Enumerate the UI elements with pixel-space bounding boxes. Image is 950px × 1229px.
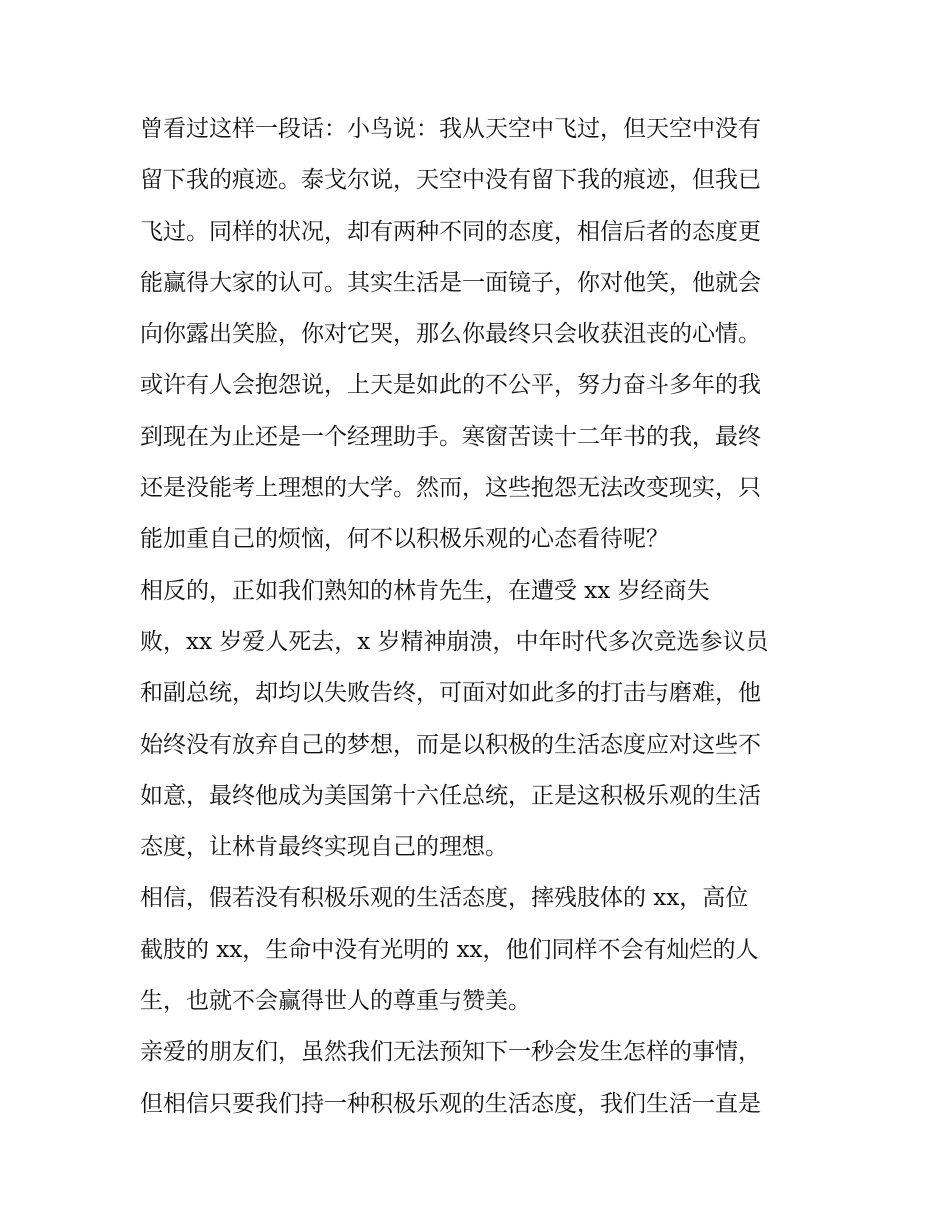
text-line: 但相信只要我们持一种积极乐观的生活态度，我们生活一直是 <box>140 1090 761 1117</box>
text-line: 相信，假若没有积极乐观的生活态度，摔残肢体的 xx，高位 <box>140 885 749 912</box>
text-line: 如意，最终他成为美国第十六任总统，正是这积极乐观的生活 <box>140 782 761 809</box>
text-line: 能赢得大家的认可。其实生活是一面镜子，你对他笑，他就会 <box>140 269 761 296</box>
text-line: 留下我的痕迹。泰戈尔说，天空中没有留下我的痕迹，但我已 <box>140 167 761 194</box>
text-line: 相反的，正如我们熟知的林肯先生，在遭受 xx 岁经商失 <box>140 577 710 604</box>
text-line: 还是没能考上理想的大学。然而，这些抱怨无法改变现实，只 <box>140 475 761 502</box>
text-line: 和副总统，却均以失败告终，可面对如此多的打击与磨难，他 <box>140 680 761 707</box>
text-line: 向你露出笑脸，你对它哭，那么你最终只会收获沮丧的心情。 <box>140 321 761 348</box>
text-line: 到现在为止还是一个经理助手。寒窗苦读十二年书的我，最终 <box>140 423 761 450</box>
text-line: 或许有人会抱怨说，上天是如此的不公平，努力奋斗多年的我 <box>140 372 761 399</box>
body-text <box>140 104 820 1130</box>
text-line: 截肢的 xx，生命中没有光明的 xx，他们同样不会有灿烂的人 <box>140 936 759 963</box>
text-line: 败，xx 岁爱人死去，x 岁精神崩溃，中年时代多次竞选参议员 <box>140 628 769 655</box>
text-line: 始终没有放弃自己的梦想，而是以积极的生活态度应对这些不 <box>140 731 761 758</box>
text-line: 飞过。同样的状况，却有两种不同的态度，相信后者的态度更 <box>140 218 761 245</box>
text-line: 亲爱的朋友们，虽然我们无法预知下一秒会发生怎样的事情， <box>140 1039 761 1066</box>
text-line: 生，也就不会赢得世人的尊重与赞美。 <box>140 988 531 1015</box>
text-line: 态度，让林肯最终实现自己的理想。 <box>140 834 508 861</box>
text-line: 曾看过这样一段话：小鸟说：我从天空中飞过，但天空中没有 <box>140 116 761 142</box>
text-line: 能加重自己的烦恼，何不以积极乐观的心态看待呢？ <box>140 526 669 553</box>
